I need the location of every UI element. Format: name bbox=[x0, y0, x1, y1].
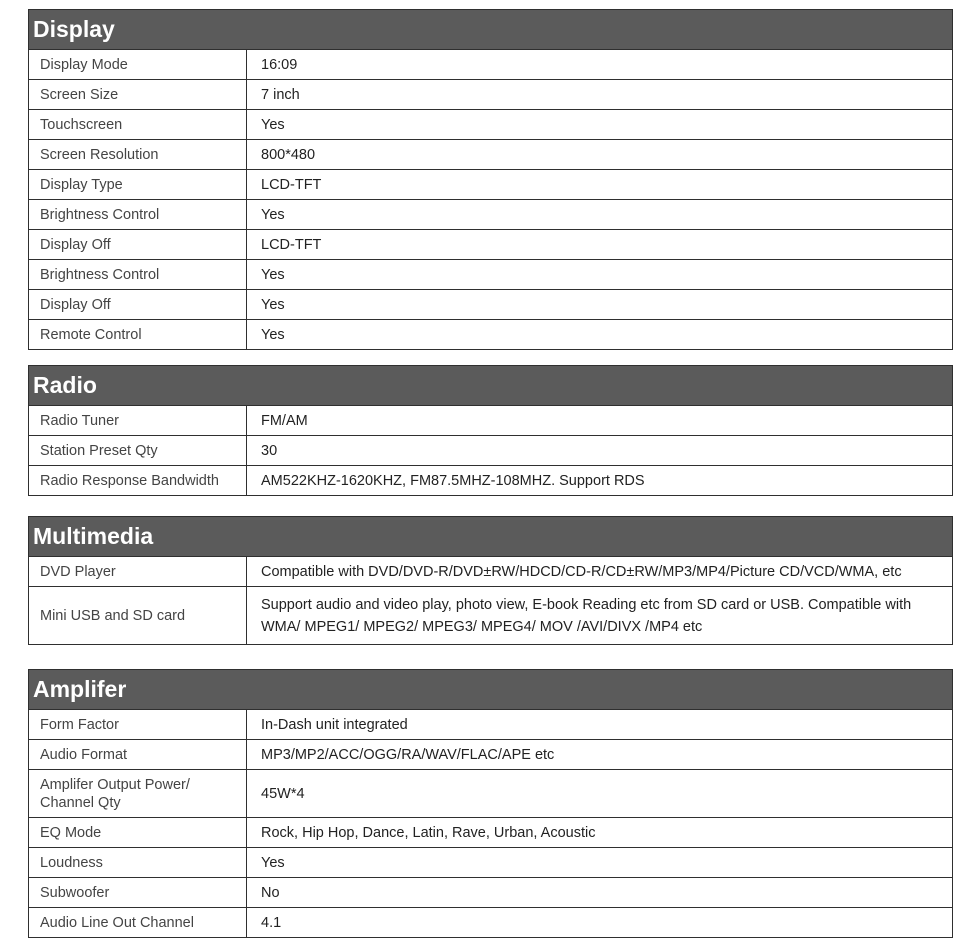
table-row bbox=[29, 229, 952, 259]
spec-label: Remote Control bbox=[29, 320, 247, 349]
spec-value: 4.1 bbox=[261, 914, 282, 931]
section-title: Multimedia bbox=[29, 517, 952, 556]
spec-value: 16:09 bbox=[261, 56, 298, 73]
spec-value: Yes bbox=[261, 266, 285, 283]
spec-value: Yes bbox=[261, 296, 285, 313]
table-row bbox=[29, 769, 952, 817]
spec-value: Compatible with DVD/DVD-R/DVD±RW/HDCD/CD-R/CD±RW/MP3/MP4/Picture CD/VCD/WMA, etc bbox=[261, 563, 902, 580]
table-row bbox=[29, 199, 952, 229]
radio-section bbox=[28, 365, 953, 496]
table-row bbox=[29, 109, 952, 139]
spec-label: Brightness Control bbox=[29, 260, 247, 289]
spec-value: AM522KHZ-1620KHZ, FM87.5MHZ-108MHZ. Support RDS bbox=[261, 472, 645, 489]
spec-label: Subwoofer bbox=[29, 878, 247, 907]
table-row bbox=[29, 465, 952, 495]
spec-label: Display Off bbox=[29, 230, 247, 259]
spec-value: FM/AM bbox=[261, 412, 308, 429]
table-row bbox=[29, 586, 952, 644]
spec-label: Station Preset Qty bbox=[29, 436, 247, 465]
spec-value: Yes bbox=[261, 116, 285, 133]
spec-label: Audio Format bbox=[29, 740, 247, 769]
spec-label: Screen Size bbox=[29, 80, 247, 109]
table-row bbox=[29, 847, 952, 877]
table-row bbox=[29, 79, 952, 109]
display-section bbox=[28, 9, 953, 350]
section-title: Display bbox=[29, 10, 952, 49]
spec-value: Yes bbox=[261, 206, 285, 223]
table-row bbox=[29, 405, 952, 435]
spec-value: Support audio and video play, photo view, E-book Reading etc from SD card or USB. Compatible with WMA/ MPEG1/ MPEG2/ MPEG3/ MPEG4/ MOV /AVI/DIVX /MP4 etc bbox=[261, 596, 912, 635]
multimedia-section bbox=[28, 516, 953, 645]
table-row bbox=[29, 877, 952, 907]
table-row bbox=[29, 556, 952, 586]
table-row bbox=[29, 289, 952, 319]
table-row bbox=[29, 49, 952, 79]
spec-label: Radio Response Bandwidth bbox=[29, 466, 247, 495]
spec-value: In-Dash unit integrated bbox=[261, 716, 408, 733]
spec-label: Brightness Control bbox=[29, 200, 247, 229]
table-row bbox=[29, 169, 952, 199]
spec-label: Display Type bbox=[29, 170, 247, 199]
spec-value: LCD-TFT bbox=[261, 176, 322, 193]
table-row bbox=[29, 907, 952, 937]
table-row bbox=[29, 709, 952, 739]
spec-value: 45W*4 bbox=[261, 785, 305, 802]
table-row bbox=[29, 139, 952, 169]
spec-value: Rock, Hip Hop, Dance, Latin, Rave, Urban, Acoustic bbox=[261, 824, 596, 841]
spec-label: DVD Player bbox=[29, 557, 247, 586]
spec-label: Display Off bbox=[29, 290, 247, 319]
section-title: Radio bbox=[29, 366, 952, 405]
spec-value: 30 bbox=[261, 442, 278, 459]
spec-label: Mini USB and SD card bbox=[29, 587, 247, 644]
amplifer-section bbox=[28, 669, 953, 938]
spec-value: Yes bbox=[261, 326, 285, 343]
table-row bbox=[29, 435, 952, 465]
spec-label: Audio Line Out Channel bbox=[29, 908, 247, 937]
table-row bbox=[29, 817, 952, 847]
spec-label: Amplifer Output Power/ Channel Qty bbox=[29, 770, 247, 817]
spec-label: Form Factor bbox=[29, 710, 247, 739]
spec-label: EQ Mode bbox=[29, 818, 247, 847]
spec-value: MP3/MP2/ACC/OGG/RA/WAV/FLAC/APE etc bbox=[261, 746, 555, 763]
spec-value: 800*480 bbox=[261, 146, 316, 163]
table-row bbox=[29, 739, 952, 769]
spec-value: Yes bbox=[261, 854, 285, 871]
spec-value: No bbox=[261, 884, 280, 901]
table-row bbox=[29, 259, 952, 289]
table-row bbox=[29, 319, 952, 349]
spec-label: Touchscreen bbox=[29, 110, 247, 139]
spec-label: Loudness bbox=[29, 848, 247, 877]
spec-value: 7 inch bbox=[261, 86, 300, 103]
spec-label: Radio Tuner bbox=[29, 406, 247, 435]
spec-label: Screen Resolution bbox=[29, 140, 247, 169]
section-title: Amplifer bbox=[29, 670, 952, 709]
spec-value: LCD-TFT bbox=[261, 236, 322, 253]
spec-label: Display Mode bbox=[29, 50, 247, 79]
